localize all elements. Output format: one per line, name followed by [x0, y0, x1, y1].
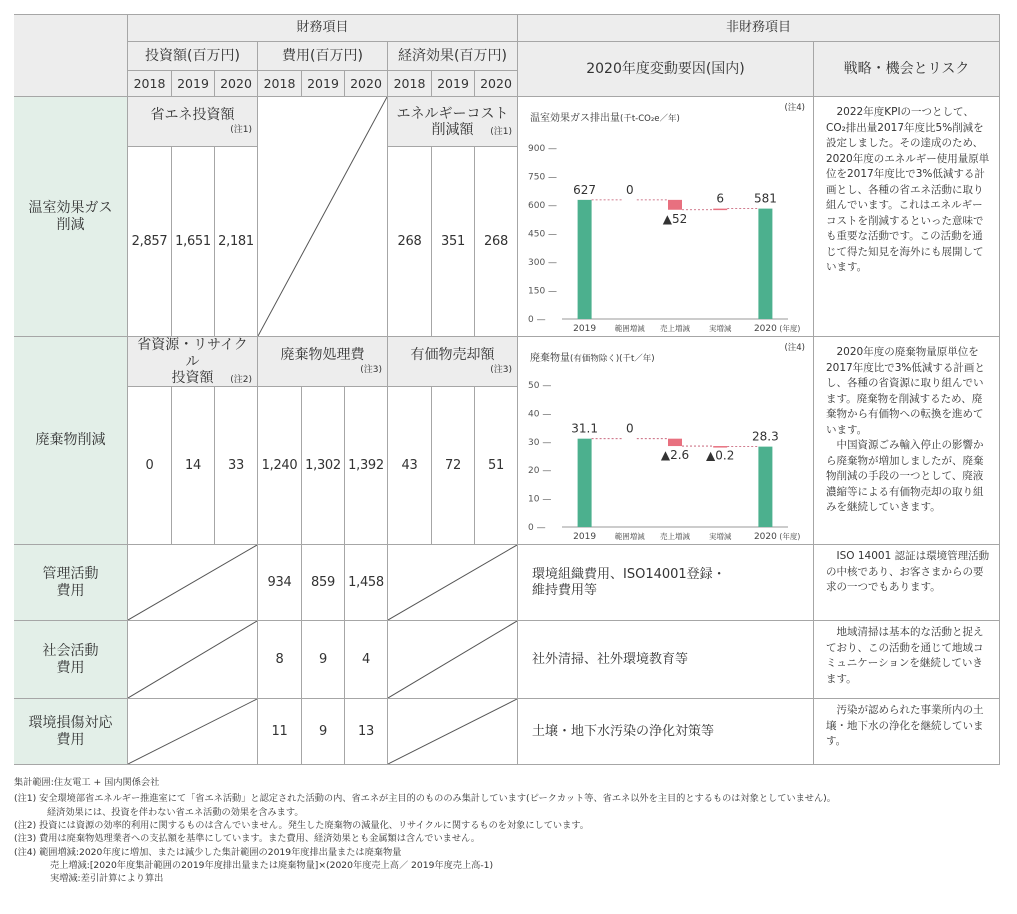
strategy-header: 戦略・機会とリスク [814, 42, 1000, 97]
social-cost-value: 8 [258, 621, 302, 699]
row-label-mgmt: 管理活動 費用 [14, 545, 128, 621]
chart-note: (注4) [784, 343, 805, 353]
ghg-investment-subheader [128, 97, 258, 147]
mgmt-factors-text: 環境組織費用、ISO14001登録・ 維持費用等 [518, 545, 814, 621]
chart-title-text: 温室効果ガス排出量 [530, 113, 620, 124]
waterfall-bar [758, 447, 772, 527]
waste-investment-value: 0 [128, 387, 172, 545]
damage-strategy-text: 汚染が認められた事業所内の土壌・地下水の浄化を継続しています。 [814, 699, 1000, 765]
note-ref: (注1) [490, 126, 512, 137]
footnote: (注1) 安全環境部省エネルギー推進室にて「省エネ活動」と認定された活動の内、省エネが主目的のもののみ集計しています(ピークカット等、省エネ以外を主目的とするものは対象としていません)。 [14, 793, 836, 805]
row-label-ghg: 温室効果ガス 削減 [14, 97, 128, 337]
data-label: 28.3 [752, 429, 779, 444]
ghg-investment-value: 2,181 [215, 147, 258, 337]
waterfall-bar [668, 439, 682, 446]
ghg-investment-value: 2,857 [128, 147, 172, 337]
waterfall-bar [713, 446, 727, 448]
x-tick-label: 2019 [573, 532, 597, 542]
x-tick-label: 範囲増減 [614, 532, 645, 541]
y-tick-label: 600 — [528, 201, 558, 211]
mgmt-cost-value: 859 [302, 545, 345, 621]
y-tick-label: 900 — [528, 144, 558, 154]
waste-cost-value: 1,240 [258, 387, 302, 545]
ghg-effect-value: 268 [388, 147, 432, 337]
year-header: 2018 [388, 71, 432, 97]
ghg-effect-subheader [388, 97, 518, 147]
mgmt-investment-empty [128, 545, 258, 621]
subheader-title: 省資源・リサイクル 投資額 [137, 337, 248, 386]
mgmt-effect-empty [388, 545, 518, 621]
waste-effect-value: 43 [388, 387, 432, 545]
x-tick-label: 2019 [573, 324, 597, 334]
waterfall-bar [578, 200, 592, 319]
subheader-title: 省エネ投資額 [150, 106, 235, 123]
footnote: (注4) 範囲増減:2020年度に増加、または減少した集計範囲の2019年度排出量または廃棄物量 [14, 846, 402, 858]
chart-title-text: 廃棄物量 [530, 353, 570, 364]
subheader-title: エネルギーコスト 削減額 [396, 105, 509, 138]
x-tick-label: 売上増減 [660, 324, 690, 333]
year-header: 2018 [128, 71, 172, 97]
data-label: 0 [625, 421, 634, 436]
social-cost-value: 9 [302, 621, 345, 699]
x-tick-label: 範囲増減 [614, 324, 645, 333]
waste-effect-value: 51 [475, 387, 518, 545]
x-axis-suffix: (年度) [779, 324, 801, 333]
data-label: 627 [573, 182, 597, 197]
waste-waterfall-chart [518, 337, 814, 545]
y-tick-label: 30 — [528, 437, 552, 448]
year-header: 2020 [345, 71, 388, 97]
note-ref: (注3) [360, 365, 382, 376]
waterfall-bar [758, 209, 772, 319]
ghg-effect-value: 268 [475, 147, 518, 337]
scope-note: 集計範囲:住友電工 + 国内関係会社 [14, 777, 160, 788]
social-effect-empty [388, 621, 518, 699]
waterfall-bar [713, 209, 727, 211]
footnote: 実増減:差引計算により算出 [50, 873, 164, 885]
waste-effect-value: 72 [432, 387, 475, 545]
year-header: 2019 [172, 71, 215, 97]
y-tick-label: 0 — [528, 523, 546, 533]
social-factors-text: 社外清掃、社外環境教育等 [518, 621, 814, 699]
strategy-paragraph: 2020年度の廃棄物量原単位を2017年度比で3%低減する計画とし、各種の省資源に取り組んでいます。廃棄物を削減するため、廃棄物から有価物への転換を進めています。 [826, 346, 985, 436]
footnote: 経済効果には、投資を伴わない省エネ活動の効果を含みます。 [47, 806, 304, 818]
mgmt-cost-value: 934 [258, 545, 302, 621]
environmental-accounting-table [14, 14, 1000, 764]
waste-cost-subheader [258, 337, 388, 387]
footnote: (注3) 費用は廃棄物処理業者への支払額を基準にしています。また費用、経済効果とも金属類は含んでいません。 [14, 833, 480, 845]
ghg-investment-value: 1,651 [172, 147, 215, 337]
data-label: ▲52 [662, 211, 688, 226]
waste-investment-subheader [128, 337, 258, 387]
data-label: 31.1 [571, 421, 598, 436]
damage-investment-empty [128, 699, 258, 765]
y-tick-label: 40 — [528, 409, 552, 420]
social-cost-value: 4 [345, 621, 388, 699]
damage-factors-text: 土壌・地下水汚染の浄化対策等 [518, 699, 814, 765]
chart-note: (注4) [784, 103, 805, 113]
footnote: (注2) 投資には資源の効率的利用に関するものは含んでいません。発生した廃棄物の減量化、リサイクルに関するものを対象にしています。 [14, 820, 589, 832]
y-tick-label: 0 — [528, 315, 546, 325]
y-tick-label: 10 — [528, 494, 552, 505]
strategy-paragraph: 中国資源ごみ輸入停止の影響から廃棄物が増加しましたが、廃棄物削減の手段の一つとして、廃液濃縮等による有価物売却の取り組みを継続していきます。 [826, 439, 984, 514]
row-label-waste: 廃棄物削減 [14, 337, 128, 545]
chart-unit: (有価物除く)(千t／年) [570, 354, 655, 364]
damage-cost-value: 9 [302, 699, 345, 765]
ghg-chart-svg [518, 97, 814, 337]
ghg-cost-empty [258, 97, 388, 337]
ghg-effect-value: 351 [432, 147, 475, 337]
corner-cell [14, 15, 128, 97]
factors-header: 2020年度変動要因(国内) [518, 42, 814, 97]
year-header: 2020 [215, 71, 258, 97]
year-header: 2019 [432, 71, 475, 97]
y-tick-label: 50 — [528, 381, 552, 391]
y-tick-label: 750 — [528, 172, 558, 183]
damage-cost-value: 11 [258, 699, 302, 765]
data-label: ▲0.2 [706, 448, 735, 463]
data-label: 581 [753, 191, 777, 206]
chart-unit: (千t-CO₂e／年) [620, 114, 680, 124]
mgmt-cost-value: 1,458 [345, 545, 388, 621]
investment-header: 投資額(百万円) [128, 42, 258, 71]
y-tick-label: 300 — [528, 258, 558, 268]
waste-cost-value: 1,392 [345, 387, 388, 545]
waste-chart-svg [518, 337, 814, 545]
ghg-strategy-text: 2022年度KPIの一つとして、CO₂排出量2017年度比5%削減を設定しました。その達成のため、2020年度のエネルギー使用量原単位を2017年度比で3%低減する計画とし、各種の省エネ活動に取り組んでいます。これはエネルギーコストを削減するといった意味でも重要な活動です。この活動を通じて得た知見を海外にも展開しています。 [814, 97, 1000, 337]
data-label: ▲2.6 [660, 448, 690, 463]
social-investment-empty [128, 621, 258, 699]
row-label-damage: 環境損傷対応 費用 [14, 699, 128, 765]
nonfinancial-header: 非財務項目 [518, 15, 1000, 42]
ghg-waterfall-chart [518, 97, 814, 337]
mgmt-strategy-text: ISO 14001 認証は環境管理活動の中核であり、お客さまからの要求の一つでもあります。 [814, 545, 1000, 621]
footnote: 売上増減:[2020年度集計範囲の2019年度排出量または廃棄物量]×(2020年度売上高／ 2019年度売上高-1) [50, 860, 494, 872]
waste-investment-value: 33 [215, 387, 258, 545]
subheader-title: 有価物売却額 [410, 346, 495, 363]
effect-header: 経済効果(百万円) [388, 42, 518, 71]
social-strategy-text: 地域清掃は基本的な活動と捉えており、この活動を通じて地域コミュニケーションを継続していきます。 [814, 621, 1000, 699]
x-tick-label: 2020 [753, 532, 777, 542]
financial-header: 財務項目 [128, 15, 518, 42]
waste-strategy-text [814, 337, 1000, 545]
waterfall-bar [668, 200, 682, 210]
y-tick-label: 20 — [528, 466, 552, 477]
data-label: 6 [716, 191, 725, 206]
cost-header: 費用(百万円) [258, 42, 388, 71]
data-label: 0 [625, 182, 634, 197]
subheader-title: 廃棄物処理費 [280, 346, 365, 363]
note-ref: (注1) [230, 125, 252, 136]
footnotes [14, 776, 1004, 886]
damage-effect-empty [388, 699, 518, 765]
waste-cost-value: 1,302 [302, 387, 345, 545]
x-tick-label: 実増減 [708, 324, 732, 333]
year-header: 2018 [258, 71, 302, 97]
note-ref: (注3) [490, 365, 512, 376]
x-tick-label: 2020 [753, 324, 777, 334]
x-tick-label: 実増減 [708, 532, 732, 541]
x-axis-suffix: (年度) [779, 532, 801, 541]
row-label-social: 社会活動 費用 [14, 621, 128, 699]
year-header: 2019 [302, 71, 345, 97]
note-ref: (注2) [230, 374, 252, 385]
year-header: 2020 [475, 71, 518, 97]
y-tick-label: 450 — [528, 229, 558, 240]
waste-investment-value: 14 [172, 387, 215, 545]
x-tick-label: 売上増減 [660, 532, 690, 541]
waterfall-bar [578, 439, 592, 527]
damage-cost-value: 13 [345, 699, 388, 765]
y-tick-label: 150 — [528, 286, 558, 297]
waste-effect-subheader [388, 337, 518, 387]
